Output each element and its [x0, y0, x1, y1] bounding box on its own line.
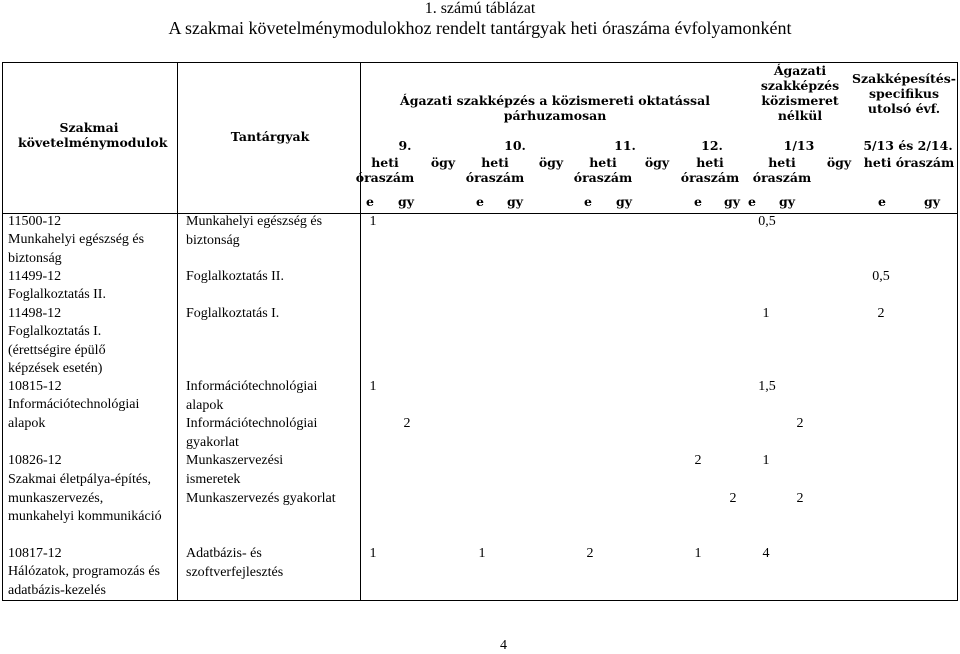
- heti-label: heti: [481, 155, 509, 170]
- year-1-13: 1/13: [783, 138, 815, 153]
- subject-name: Munkaszervezés gyakorlat: [186, 491, 336, 506]
- table-caption: 1. számú táblázat: [424, 0, 536, 17]
- gy-label: gy: [615, 194, 632, 209]
- hours-cell: 2: [796, 491, 804, 506]
- column-divider: [360, 62, 361, 601]
- hours-cell: 1: [478, 546, 486, 561]
- gy-label: gy: [723, 194, 740, 209]
- table-bottom-border: [2, 600, 958, 601]
- subject-name: Foglalkoztatás I.: [186, 306, 280, 321]
- module-name: Szakmai életpálya-építés, munkaszervezés, munkahelyi kommunikáció: [8, 472, 162, 524]
- hours-cell: 0,5: [872, 269, 890, 284]
- year-9: 9.: [398, 138, 412, 153]
- hours-cell: 1: [694, 546, 702, 561]
- heti-label: heti: [589, 155, 617, 170]
- module-code: 10817-12: [8, 546, 62, 561]
- hours-cell: 1: [762, 306, 770, 321]
- hours-cell: 1,5: [758, 379, 776, 394]
- subject-name: Adatbázis- és szoftverfejlesztés: [186, 546, 284, 580]
- table-title: A szakmai követelménymodulokhoz rendelt tantárgyak heti óraszáma évfolyamonként: [168, 18, 792, 38]
- e-label: e: [476, 194, 484, 209]
- ogy-label: ögy: [430, 155, 456, 170]
- e-label: e: [694, 194, 702, 209]
- module-name: Foglalkoztatás I. (érettségire épülő képzések esetén): [8, 324, 106, 376]
- table-left-border: [2, 62, 3, 601]
- hours-cell: 1: [369, 214, 377, 229]
- heti-label: heti: [371, 155, 399, 170]
- e-label: e: [584, 194, 592, 209]
- gy-label: gy: [778, 194, 795, 209]
- oraszam-label: óraszám: [680, 170, 740, 185]
- subject-name: Foglalkoztatás II.: [186, 269, 284, 284]
- module-code: 11499-12: [8, 269, 62, 284]
- module-name: Foglalkoztatás II.: [8, 287, 106, 302]
- oraszam-label: óraszám: [355, 170, 415, 185]
- heti-label: heti: [768, 155, 796, 170]
- module-code: 11500-12: [8, 214, 62, 229]
- year-10: 10.: [504, 138, 526, 153]
- header-parallel-training: Ágazati szakképzés a közismereti oktatással párhuzamosan: [400, 93, 710, 123]
- ogy-label: ögy: [826, 155, 852, 170]
- module-name: Információtechnológiai alapok: [8, 397, 140, 431]
- ogy-label: ögy: [538, 155, 564, 170]
- hours-cell: 1: [369, 546, 377, 561]
- hours-cell: 4: [762, 546, 770, 561]
- gy-label: gy: [923, 194, 940, 209]
- heti-label: heti: [696, 155, 724, 170]
- hours-cell: 2: [694, 453, 702, 468]
- module-code: 10826-12: [8, 453, 62, 468]
- hours-cell: 1: [369, 379, 377, 394]
- hours-cell: 0,5: [758, 214, 776, 229]
- hours-cell: 2: [796, 416, 804, 431]
- module-name: Hálózatok, programozás és adatbázis-kezelés: [8, 564, 160, 598]
- column-divider: [177, 62, 178, 601]
- header-divider: [2, 213, 958, 214]
- e-label: e: [878, 194, 886, 209]
- year-11: 11.: [614, 138, 636, 153]
- subject-name: Munkaszervezési ismeretek: [186, 453, 284, 487]
- oraszam-label: óraszám: [752, 170, 812, 185]
- subject-name: Információtechnológiai gyakorlat: [186, 416, 318, 450]
- header-modules: Szakmai követelménymodulok: [18, 120, 168, 150]
- gy-label: gy: [397, 194, 414, 209]
- gy-label: gy: [506, 194, 523, 209]
- e-label: e: [748, 194, 756, 209]
- hours-cell: 2: [586, 546, 594, 561]
- year-5-13-2-14: 5/13 és 2/14.: [863, 138, 953, 153]
- oraszam-label: óraszám: [573, 170, 633, 185]
- page-number: 4: [500, 638, 507, 653]
- header-qualification-specific: Szakképesítés-specifikus utolsó évf.: [852, 71, 956, 116]
- hours-cell: 1: [762, 453, 770, 468]
- e-label: e: [366, 194, 374, 209]
- module-name: Munkahelyi egészség és biztonság: [8, 232, 145, 266]
- module-code: 10815-12: [8, 379, 62, 394]
- hours-cell: 2: [729, 491, 737, 506]
- header-no-general-education: Ágazati szakképzés közismeret nélkül: [760, 63, 840, 123]
- ogy-label: ögy: [644, 155, 670, 170]
- year-12: 12.: [701, 138, 723, 153]
- subject-name: Munkahelyi egészség és biztonság: [186, 214, 323, 248]
- heti-oraszam-label: heti óraszám: [863, 155, 955, 170]
- hours-cell: 2: [403, 416, 411, 431]
- hours-cell: 2: [877, 306, 885, 321]
- header-subjects: Tantárgyak: [230, 129, 310, 144]
- module-code: 11498-12: [8, 306, 62, 321]
- subject-name: Információtechnológiai alapok: [186, 379, 318, 413]
- oraszam-label: óraszám: [465, 170, 525, 185]
